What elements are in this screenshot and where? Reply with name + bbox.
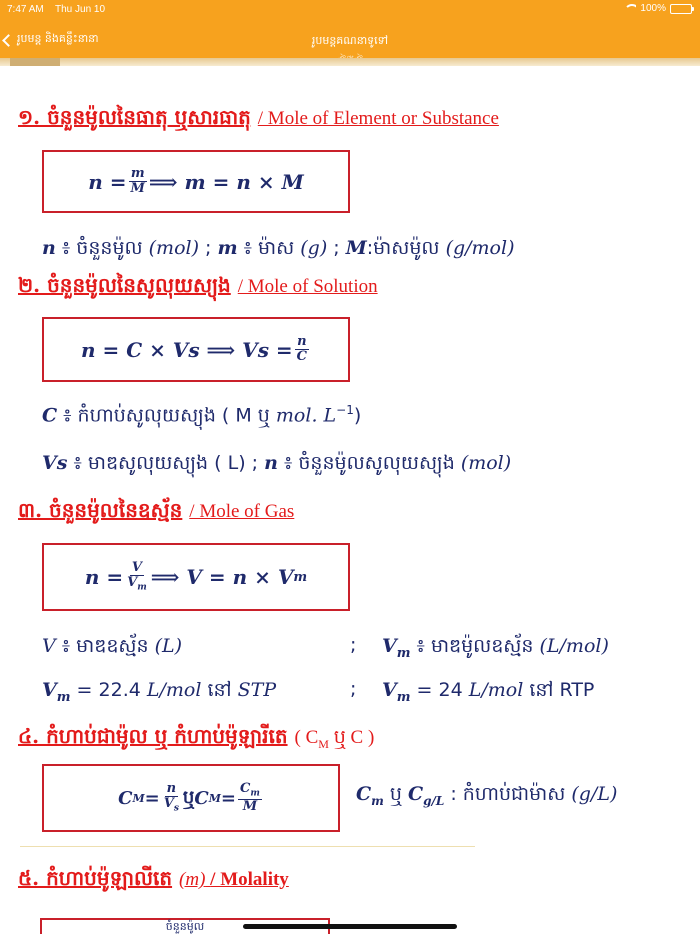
- formula-4-fraction-1: $\frac{n}{V_s}$: [163, 781, 179, 814]
- section-3-definition-1: V ៖ មាឌឧស្ម័ន (L) ; $V_m$ ៖ មាឌម៉ូលឧស្ម័ន (L/mol): [42, 634, 609, 661]
- formula-box-2: [42, 317, 350, 382]
- section-5-title-kh: ៥. កំហាប់ម៉ូឡាលីតេ: [18, 866, 173, 890]
- section-1-title-kh: ១. ចំនួនម៉ូលនៃធាតុ ឬសារធាតុ: [18, 105, 251, 129]
- section-3-definition-2: $V_m = 22.4$ L/mol នៅ STP ; $V_m = 24$ L/mol នៅ RTP: [42, 678, 595, 705]
- page-title: រូបមន្តគណនាទូទៅ: [311, 34, 389, 47]
- section-4-title-kh: ៤. កំហាប់ជាម៉ូល ឬ កំហាប់ម៉ូឡារីតេ: [18, 724, 288, 748]
- section-1-title-en: / Mole of Element or Substance: [257, 108, 499, 129]
- section-5-heading: [18, 865, 289, 895]
- battery-percent: 100%: [640, 3, 666, 14]
- formula-3-rhs: ⟹ V = n × V: [150, 565, 294, 589]
- formula-5-partial-text: ចំនួនម៉ូល: [165, 920, 205, 933]
- status-right: [624, 3, 692, 14]
- formula-box-4: C M = $\frac{n}{V_s}$ ឬ C M = $\frac{C_m}{M}$: [42, 764, 340, 832]
- section-2-title-en: / Mole of Solution: [237, 276, 378, 297]
- status-time: 7:47 AM: [7, 4, 44, 15]
- banner-strip: [0, 58, 700, 66]
- section-3-title-en: / Mole of Gas: [189, 501, 295, 522]
- top-bar: [0, 0, 700, 58]
- formula-box-3: n = $\frac{V}{V_m}$ ⟹ V = n × V m: [42, 543, 350, 611]
- formula-4-fraction-2: $\frac{C_m}{M}$: [239, 781, 260, 815]
- formula-3-fraction: $\frac{V}{V_m}$: [127, 560, 147, 593]
- section-4-definition: $C_m$ ឬ $C_{g/L}$ : កំហាប់ជាម៉ាស (g/L): [356, 783, 618, 808]
- section-3-title-kh: ៣. ចំនួនម៉ូលនៃឧស្ម័ន: [18, 498, 183, 522]
- formula-3-lhs: n =: [84, 565, 124, 589]
- formula-1-rhs: ⟹ m = n × M: [148, 169, 304, 194]
- formula-box-1: [42, 150, 350, 213]
- battery-icon: [670, 4, 692, 14]
- section-2-heading: [18, 272, 378, 302]
- formula-1-fraction: $\frac{m}{M}$: [130, 166, 145, 196]
- formula-2-lhs: n = C × Vs ⟹ Vs =: [80, 337, 293, 362]
- formula-1-lhs: n =: [88, 169, 127, 194]
- home-indicator[interactable]: [243, 924, 457, 929]
- section-2-definition-1: C ៖ កំហាប់សូលុយស្យុង ( M ឬ mol. $L^{-1}$): [42, 403, 362, 427]
- section-4-title-en: ( $C_M$ ឬ C ): [294, 727, 375, 751]
- section-3-heading: [18, 497, 294, 527]
- section-1-definitions: n ៖ ចំនួនម៉ូល (mol) ; m ៖ ម៉ាស (g) ; M:ម៉ាសម៉ូល (g/mol): [42, 237, 515, 259]
- section-2-definition-2: Vs ៖ មាឌសូលុយស្យុង ( L) ; n ៖ ចំនួនម៉ូលសូលុយស្យុង (mol): [42, 452, 512, 474]
- section-2-title-kh: ២. ចំនួនម៉ូលនៃសូលុយស្យុង: [18, 273, 231, 297]
- section-1-heading: [18, 104, 499, 134]
- back-button-label: រូបមន្ត និងគន្លឹះនានា: [17, 32, 99, 45]
- status-bar: [0, 0, 700, 20]
- section-divider: [20, 846, 475, 847]
- section-5-title-en: (m) / Molality: [179, 869, 289, 890]
- wifi-icon: [624, 4, 636, 13]
- section-4-heading: [18, 723, 374, 753]
- formula-2-fraction: $\frac{n}{C}$: [296, 334, 308, 364]
- status-date: Thu Jun 10: [55, 4, 106, 15]
